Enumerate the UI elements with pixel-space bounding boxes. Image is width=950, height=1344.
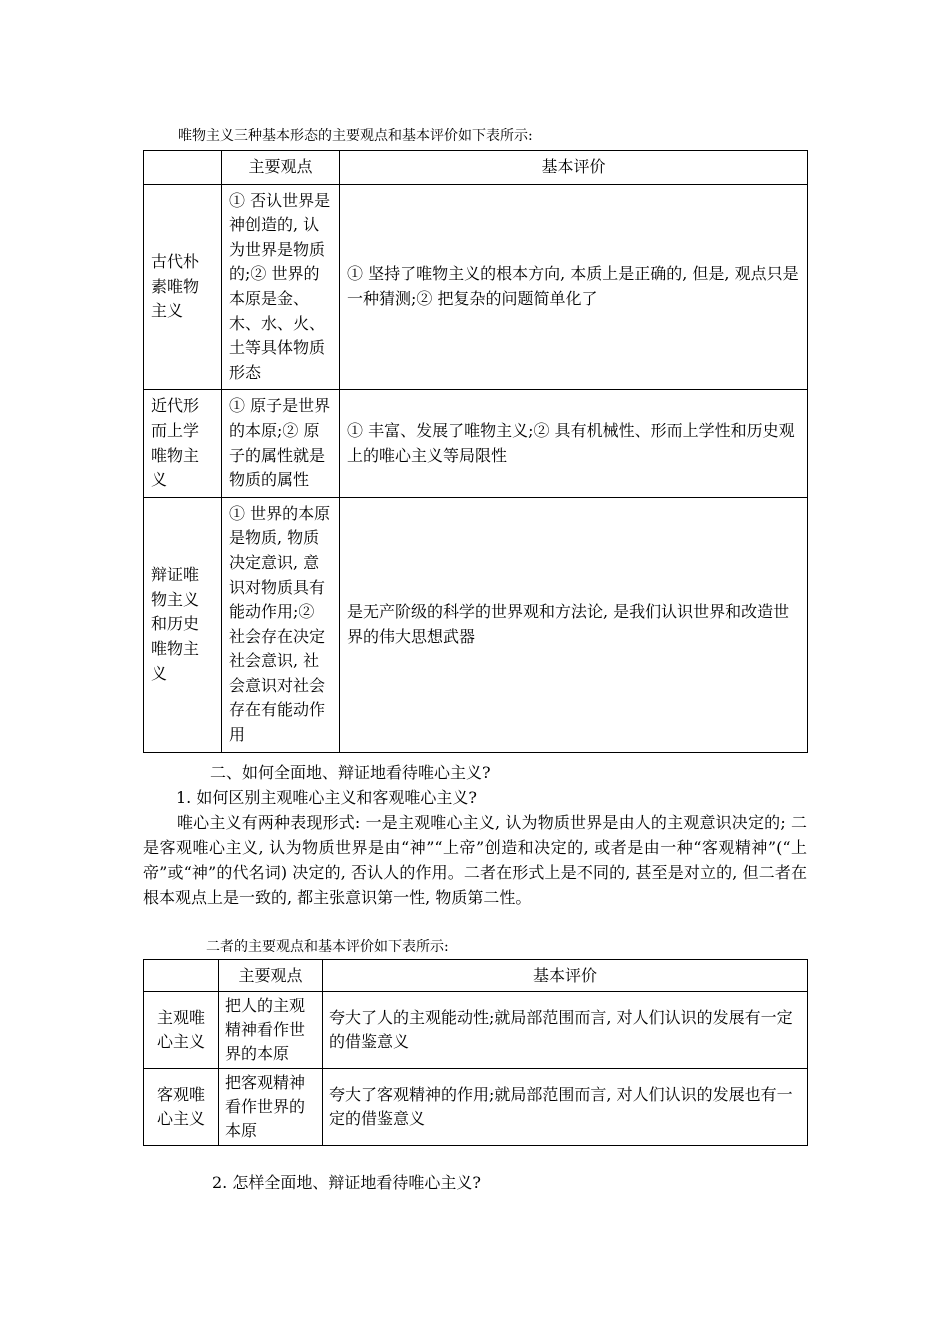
row-view: 把人的主观精神看作世界的本原 (219, 992, 323, 1069)
row-eval: ① 坚持了唯物主义的根本方向, 本质上是正确的, 但是, 观点只是一种猜测;② 把复杂的问题简单化了 (340, 184, 808, 390)
body-paragraph: 唯心主义有两种表现形式: 一是主观唯心主义, 认为物质世界是由人的主观意识决定的; 二是客观唯心主义, 认为物质世界是由“神”“上帝”创造和决定的, 或者是由一种“客观精神”(“上帝”或“神”的代名词) 决定的, 否认人的作用。二者在形式上是不同的, 甚至是对立的, 但二者在根本观点上是一致的, 都主张意识第一性, 物质第二性。 (143, 813, 807, 907)
table-header-row (144, 151, 808, 185)
table-row (144, 1069, 808, 1146)
table-row (144, 390, 808, 497)
table-row (144, 992, 808, 1069)
row-name: 古代朴素唯物主义 (144, 184, 222, 390)
section-heading: 二、如何全面地、辩证地看待唯心主义? (210, 763, 491, 782)
idealism-table (143, 959, 808, 1146)
row-view: ① 原子是世界的本原;② 原子的属性就是物质的属性 (222, 390, 340, 497)
table-header-row (144, 960, 808, 992)
materialism-table (143, 150, 808, 753)
row-view: ① 否认世界是神创造的, 认为世界是物质的;② 世界的本原是金、木、水、火、土等具体物质形态 (222, 184, 340, 390)
row-eval: 夸大了人的主观能动性;就局部范围而言, 对人们认识的发展有一定的借鉴意义 (323, 992, 808, 1069)
table-row (144, 184, 808, 390)
header-main-views: 主要观点 (219, 960, 323, 992)
row-eval: 夸大了客观精神的作用;就局部范围而言, 对人们认识的发展也有一定的借鉴意义 (323, 1069, 808, 1146)
header-evaluation: 基本评价 (323, 960, 808, 992)
row-name: 主观唯心主义 (144, 992, 219, 1069)
header-blank (144, 151, 222, 185)
row-view: 把客观精神看作世界的本原 (219, 1069, 323, 1146)
row-name: 客观唯心主义 (144, 1069, 219, 1146)
header-evaluation: 基本评价 (340, 151, 808, 185)
row-eval: 是无产阶级的科学的世界观和方法论, 是我们认识世界和改造世界的伟大思想武器 (340, 497, 808, 752)
row-view: ① 世界的本原是物质, 物质决定意识, 意识对物质具有能动作用;② 社会存在决定社会意识, 社会意识对社会存在有能动作用 (222, 497, 340, 752)
row-eval: ① 丰富、发展了唯物主义;② 具有机械性、形而上学性和历史观上的唯心主义等局限性 (340, 390, 808, 497)
question-2: 2. 怎样全面地、辩证地看待唯心主义? (212, 1173, 481, 1192)
table2-caption: 二者的主要观点和基本评价如下表所示: (206, 939, 449, 955)
header-blank (144, 960, 219, 992)
header-main-views: 主要观点 (222, 151, 340, 185)
table1-caption: 唯物主义三种基本形态的主要观点和基本评价如下表所示: (178, 128, 533, 144)
row-name: 辩证唯物主义和历史唯物主义 (144, 497, 222, 752)
table-row (144, 497, 808, 752)
question-1: 1. 如何区别主观唯心主义和客观唯心主义? (176, 788, 477, 807)
row-name: 近代形而上学唯物主义 (144, 390, 222, 497)
